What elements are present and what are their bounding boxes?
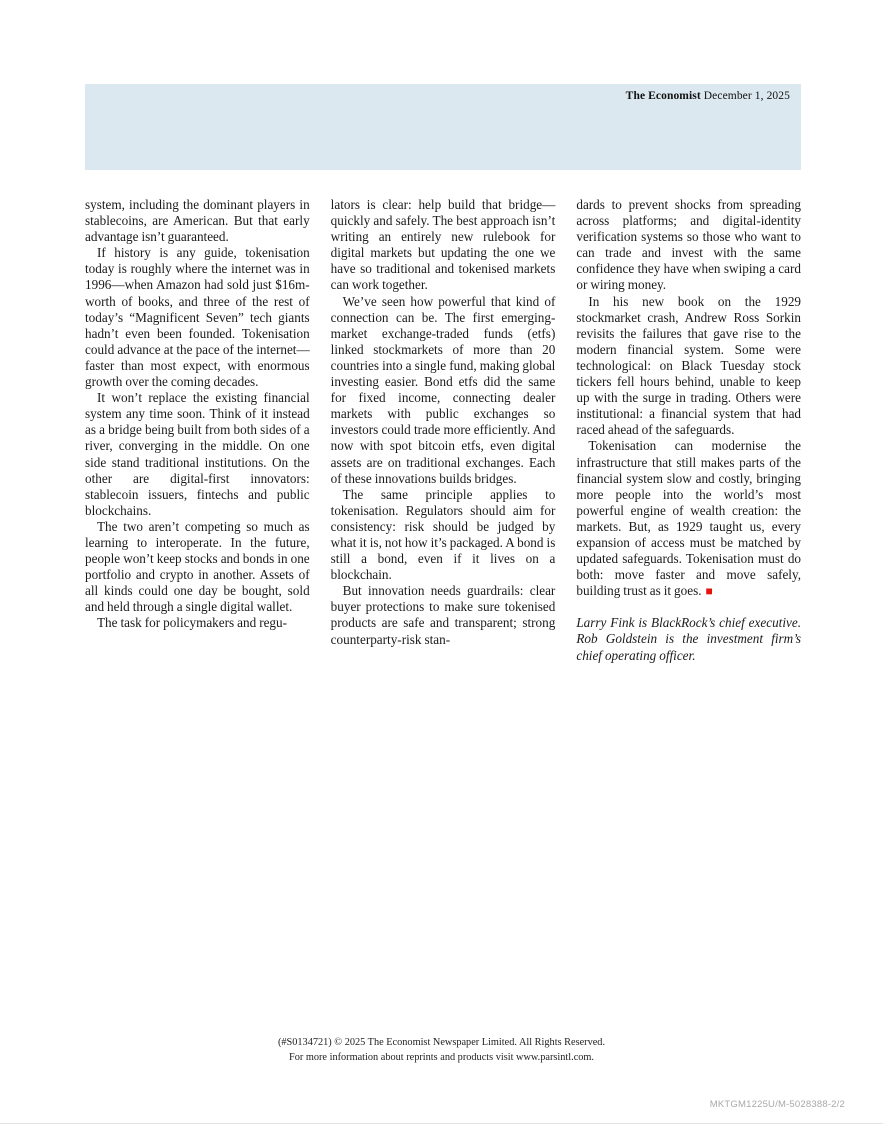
paragraph: system, including the dominant players in stablecoins, are American. But that early advantage isn’t guaranteed. xyxy=(85,197,310,245)
column-2 xyxy=(331,197,556,664)
header-masthead xyxy=(626,90,790,102)
paragraph: dards to prevent shocks from spreading across platforms; and digital-identity verification systems so those who want to can trade and invest with the same confidence they have when swiping a card or wiring money. xyxy=(576,197,802,293)
paragraph: The task for policymakers and regu- xyxy=(97,615,288,631)
document-code: MKTGM1225U/M-5028388-2/2 xyxy=(709,1099,845,1110)
column-1 xyxy=(85,197,310,664)
publication-name: The Economist xyxy=(625,90,701,102)
paragraph: In his new book on the 1929 stockmarket crash, Andrew Ross Sorkin revisits the failures that gave rise to the modern financial system. Some were technological: on Black Tuesday stock tickers fell hours behind, unable to keep up with the surge in trading. Others were institutional: a financial system that had raced ahead of the safeguards. xyxy=(576,293,802,438)
article-body xyxy=(85,197,801,664)
paragraph: lators is clear: help build that bridge—quickly and safely. The best approach isn’t writing an entirely new rulebook for digital markets but updating the one we have so traditional and tokenised markets can work together. xyxy=(330,197,556,293)
paragraph: But innovation needs guardrails: clear buyer protections to make sure tokenised products are safe and transparent; strong counterparty-risk stan- xyxy=(330,583,556,647)
copyright-line: (#S0134721) © 2025 The Economist Newspaper Limited. All Rights Reserved. xyxy=(277,1037,606,1048)
paragraph xyxy=(576,438,801,599)
reprint-footer xyxy=(0,1036,883,1065)
header-band xyxy=(85,84,801,170)
reprints-info-line: For more information about reprints and products visit www.parsintl.com. xyxy=(288,1051,595,1063)
paragraph-text: Tokenisation can modernise the infrastructure that still makes parts of the financial system slow and costly, bringing more people into the world’s most powerful engine of wealth creation: the markets. But, as 1929 taught us, every expansion of access must be matched by updated safeguards. Tokenisation must do both: move faster and move safely, building trust as it goes. xyxy=(576,438,802,599)
paragraph: We’ve seen how powerful that kind of connection can be. The first emerging-market exchange-traded funds (etfs) linked stockmarkets of more than 20 countries into a single fund, making global investing easier. Bond etfs did the same for fixed income, connecting dealer markets with public exchanges so investors could trade more efficiently. And now with spot bitcoin etfs, even digital assets are on traditional exchanges. Each of these innovations builds bridges. xyxy=(330,293,556,486)
issue-date: December 1, 2025 xyxy=(703,90,790,102)
paragraph: If history is any guide, tokenisation today is roughly where the internet was in 1996—when Amazon had sold just $16m-worth of books, and three of the rest of today’s “Magnificent Seven” tech giants hadn’t even been founded. Tokenisation could advance at the pace of the internet—faster than most expect, with enormous growth over the coming decades. xyxy=(85,245,310,390)
paragraph: It won’t replace the existing financial system any time soon. Think of it instead as a bridge being built from both sides of a river, converging in the middle. On one side stand traditional institutions. On the other are digital-first innovators: stablecoin issuers, fintechs and public blockchains. xyxy=(85,390,310,518)
author-byline: Larry Fink is BlackRock’s chief executive. Rob Goldstein is the investment firm’s chief operating officer. xyxy=(576,615,802,663)
paragraph: The same principle applies to tokenisation. Regulators should aim for consistency: risk should be judged by what it is, not how it’s packaged. A bond is still a bond, even if it lives on a blockchain. xyxy=(330,486,556,583)
end-of-article-mark: ■ xyxy=(705,584,713,599)
column-3 xyxy=(576,197,801,664)
paragraph: The two aren’t competing so much as learning to interoperate. In the future, people won’t keep stocks and bonds in one portfolio and crypto in another. Assets of all kinds could one day be bought, sold and held through a single digital wallet. xyxy=(85,518,310,615)
